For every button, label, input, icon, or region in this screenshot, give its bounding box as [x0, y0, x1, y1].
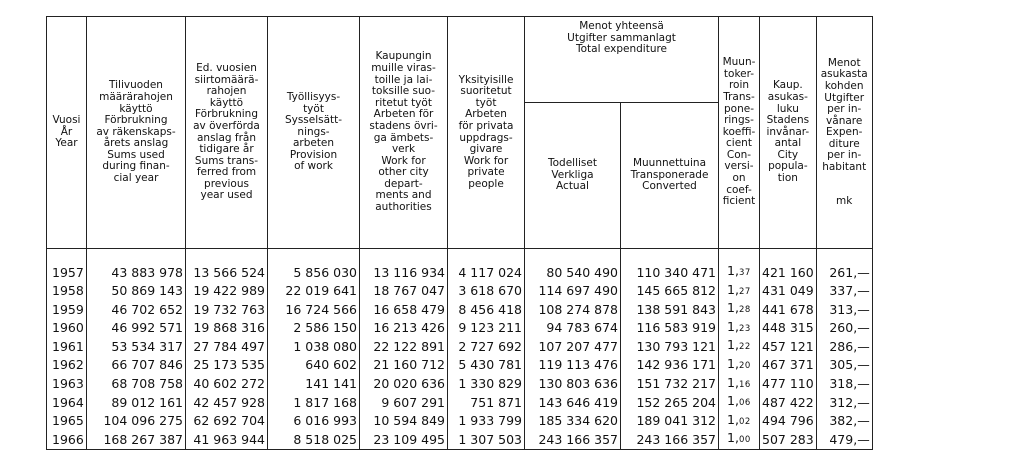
transferred-appropriations-cell: 27 784 497 [186, 337, 268, 356]
year-cell: 1957 [47, 263, 87, 282]
city-departments-works-cell: 21 160 712 [360, 356, 448, 375]
transferred-appropriations-cell: 40 602 272 [186, 375, 268, 394]
conversion-coefficient-cell [719, 356, 760, 375]
employment-works-cell: 6 016 993 [268, 412, 360, 431]
employment-works-cell: 5 856 030 [268, 263, 360, 282]
per-inhabitant-cell: 479,— [816, 430, 872, 449]
actual-total-cell: 143 646 419 [525, 393, 621, 412]
coefficient-decimal: 02 [738, 416, 751, 427]
actual-total-cell: 108 274 878 [525, 300, 621, 319]
current-year-appropriations-cell: 68 708 758 [87, 375, 186, 394]
table-row [47, 412, 873, 431]
transferred-appropriations-cell: 25 173 535 [186, 356, 268, 375]
city-departments-works-cell: 22 122 891 [360, 337, 448, 356]
conversion-coefficient-cell [719, 393, 760, 412]
actual-total-cell: 107 207 477 [525, 337, 621, 356]
actual-total-cell: 80 540 490 [525, 263, 621, 282]
conversion-coefficient-cell [719, 300, 760, 319]
table-row [47, 282, 873, 301]
actual-total-cell: 243 166 357 [525, 430, 621, 449]
coefficient-integer: 1, [727, 355, 739, 371]
per-inhabitant-cell: 261,— [816, 263, 872, 282]
converted-total-cell: 152 265 204 [621, 393, 719, 412]
year-cell: 1960 [47, 319, 87, 338]
coefficient-decimal: 37 [738, 268, 751, 278]
year-cell: 1966 [47, 430, 87, 449]
table-row [47, 263, 873, 282]
per-inhabitant-cell: 318,— [816, 375, 872, 394]
coefficient-integer: 1, [727, 281, 739, 297]
population-cell: 487 422 [760, 393, 817, 412]
conversion-coefficient-cell [719, 337, 760, 356]
population-cell: 441 678 [760, 300, 817, 319]
coefficient-decimal: 20 [738, 360, 751, 371]
table-body [47, 249, 873, 450]
private-works-cell: 1 307 503 [448, 430, 525, 449]
header-transferred-appropriations: Ed. vuosien siirtomäärä- rahojen käyttö Förbrukning av överförda anslag från tidigare år Sums trans- ferred from previous year used [186, 17, 268, 249]
transferred-appropriations-cell: 19 868 316 [186, 319, 268, 338]
header-employment-works: Työllisyys- työt Sysselsätt- nings- arbeten Provision of work [268, 17, 360, 249]
header-city-population: Kaup. asukas- luku Stadens invånar- antal City popula- tion [760, 17, 817, 249]
header-year: Vuosi År Year [47, 17, 87, 249]
header-current-year-appropriations: Tilivuoden määrärahojen käyttö Förbrukning av räkenskaps- årets anslag Sums used during finan- cial year [87, 17, 186, 249]
private-works-cell: 5 430 781 [448, 356, 525, 375]
employment-works-cell: 1 038 080 [268, 337, 360, 356]
city-departments-works-cell: 23 109 495 [360, 430, 448, 449]
unit-label: mk [836, 194, 853, 207]
table-row [47, 337, 873, 356]
employment-works-cell: 8 518 025 [268, 430, 360, 449]
year-cell: 1962 [47, 356, 87, 375]
transferred-appropriations-cell: 13 566 524 [186, 263, 268, 282]
coefficient-decimal: 28 [738, 305, 751, 316]
coefficient-integer: 1, [727, 263, 739, 278]
employment-works-cell: 16 724 566 [268, 300, 360, 319]
table-header [47, 17, 873, 249]
employment-works-cell: 22 019 641 [268, 282, 360, 301]
year-cell: 1961 [47, 337, 87, 356]
per-inhabitant-cell: 337,— [816, 282, 872, 301]
population-cell: 431 049 [760, 282, 817, 301]
coefficient-decimal: 06 [738, 398, 751, 409]
per-inhabitant-cell: 260,— [816, 319, 872, 338]
header-actual: Todelliset Verkliga Actual [525, 103, 621, 249]
per-inhabitant-cell: 313,— [816, 300, 872, 319]
transferred-appropriations-cell: 42 457 928 [186, 393, 268, 412]
header-conversion-coefficient: Muun- toker- roin Trans- pone- rings- koeffi- cient Con- versi- on coef- ficient [719, 17, 760, 249]
city-departments-works-cell: 18 767 047 [360, 282, 448, 301]
city-departments-works-cell: 16 658 479 [360, 300, 448, 319]
coefficient-decimal: 27 [738, 286, 751, 297]
conversion-coefficient-cell [719, 412, 760, 431]
current-year-appropriations-cell: 53 534 317 [87, 337, 186, 356]
population-cell: 467 371 [760, 356, 817, 375]
coefficient-integer: 1, [727, 318, 739, 334]
actual-total-cell: 119 113 476 [525, 356, 621, 375]
population-cell: 457 121 [760, 337, 817, 356]
coefficient-integer: 1, [727, 393, 739, 409]
conversion-coefficient-cell [719, 263, 760, 282]
table-row [47, 375, 873, 394]
employment-works-cell: 2 586 150 [268, 319, 360, 338]
city-departments-works-cell: 20 020 636 [360, 375, 448, 394]
private-works-cell: 3 618 670 [448, 282, 525, 301]
private-works-cell: 751 871 [448, 393, 525, 412]
table-row [47, 393, 873, 412]
current-year-appropriations-cell: 46 702 652 [87, 300, 186, 319]
conversion-coefficient-cell [719, 375, 760, 394]
private-works-cell: 4 117 024 [448, 263, 525, 282]
actual-total-cell: 94 783 674 [525, 319, 621, 338]
employment-works-cell: 141 141 [268, 375, 360, 394]
per-inhabitant-cell: 382,— [816, 412, 872, 431]
coefficient-integer: 1, [727, 337, 739, 353]
converted-total-cell: 116 583 919 [621, 319, 719, 338]
transferred-appropriations-cell: 62 692 704 [186, 412, 268, 431]
private-works-cell: 1 933 799 [448, 412, 525, 431]
transferred-appropriations-cell: 41 963 944 [186, 430, 268, 449]
header-city-departments-works: Kaupungin muille viras- toille ja lai- toksille suo- ritetut työt Arbeten för stadens övri- ga ämbets- verk Work for other city depart- ments and authorities [360, 17, 448, 249]
city-departments-works-cell: 16 213 426 [360, 319, 448, 338]
current-year-appropriations-cell: 104 096 275 [87, 412, 186, 431]
year-cell: 1964 [47, 393, 87, 412]
year-cell: 1959 [47, 300, 87, 319]
converted-total-cell: 189 041 312 [621, 412, 719, 431]
converted-total-cell: 138 591 843 [621, 300, 719, 319]
table-spacer-row [47, 249, 873, 264]
converted-total-cell: 243 166 357 [621, 430, 719, 449]
header-expenditure-per-inhabitant [816, 17, 872, 249]
employment-works-cell: 1 817 168 [268, 393, 360, 412]
year-cell: 1965 [47, 412, 87, 431]
actual-total-cell: 185 334 620 [525, 412, 621, 431]
coefficient-decimal: 16 [738, 379, 751, 390]
private-works-cell: 9 123 211 [448, 319, 525, 338]
converted-total-cell: 130 793 121 [621, 337, 719, 356]
coefficient-integer: 1, [727, 411, 739, 427]
table-row [47, 319, 873, 338]
transferred-appropriations-cell: 19 732 763 [186, 300, 268, 319]
header-total-expenditure: Menot yhteensä Utgifter sammanlagt Total expenditure [525, 17, 719, 103]
year-cell: 1963 [47, 375, 87, 394]
converted-total-cell: 145 665 812 [621, 282, 719, 301]
converted-total-cell: 110 340 471 [621, 263, 719, 282]
converted-total-cell: 142 936 171 [621, 356, 719, 375]
conversion-coefficient-cell [719, 430, 760, 449]
converted-total-cell: 151 732 217 [621, 375, 719, 394]
current-year-appropriations-cell: 66 707 846 [87, 356, 186, 375]
private-works-cell: 2 727 692 [448, 337, 525, 356]
city-departments-works-cell: 9 607 291 [360, 393, 448, 412]
table-row [47, 430, 873, 449]
header-converted: Muunnettuina Transponerade Converted [621, 103, 719, 249]
population-cell: 448 315 [760, 319, 817, 338]
coefficient-decimal: 22 [738, 342, 751, 353]
population-cell: 494 796 [760, 412, 817, 431]
coefficient-decimal: 23 [738, 323, 751, 334]
city-departments-works-cell: 13 116 934 [360, 263, 448, 282]
current-year-appropriations-cell: 168 267 387 [87, 430, 186, 449]
population-cell: 421 160 [760, 263, 817, 282]
current-year-appropriations-cell: 46 992 571 [87, 319, 186, 338]
current-year-appropriations-cell: 89 012 161 [87, 393, 186, 412]
private-works-cell: 1 330 829 [448, 375, 525, 394]
current-year-appropriations-cell: 50 869 143 [87, 282, 186, 301]
per-inhabitant-cell: 286,— [816, 337, 872, 356]
coefficient-integer: 1, [727, 374, 739, 390]
actual-total-cell: 130 803 636 [525, 375, 621, 394]
actual-total-cell: 114 697 490 [525, 282, 621, 301]
per-inhabitant-cell: 312,— [816, 393, 872, 412]
header-private-works: Yksityisille suoritetut työt Arbeten för privata uppdrags- givare Work for private people [448, 17, 525, 249]
population-cell: 507 283 [760, 430, 817, 449]
per-inhabitant-cell: 305,— [816, 356, 872, 375]
coefficient-decimal: 00 [738, 435, 751, 446]
city-departments-works-cell: 10 594 849 [360, 412, 448, 431]
conversion-coefficient-cell [719, 319, 760, 338]
conversion-coefficient-cell [719, 282, 760, 301]
table-row [47, 300, 873, 319]
transferred-appropriations-cell: 19 422 989 [186, 282, 268, 301]
expenditure-table [46, 16, 873, 450]
private-works-cell: 8 456 418 [448, 300, 525, 319]
current-year-appropriations-cell: 43 883 978 [87, 263, 186, 282]
per-inhabitant-label: Menot asukasta kohden Utgifter per in- vånare Expen- diture per in- habitant [820, 56, 868, 174]
population-cell: 477 110 [760, 375, 817, 394]
coefficient-integer: 1, [727, 300, 739, 316]
table-row [47, 356, 873, 375]
coefficient-integer: 1, [727, 430, 739, 446]
year-cell: 1958 [47, 282, 87, 301]
employment-works-cell: 640 602 [268, 356, 360, 375]
